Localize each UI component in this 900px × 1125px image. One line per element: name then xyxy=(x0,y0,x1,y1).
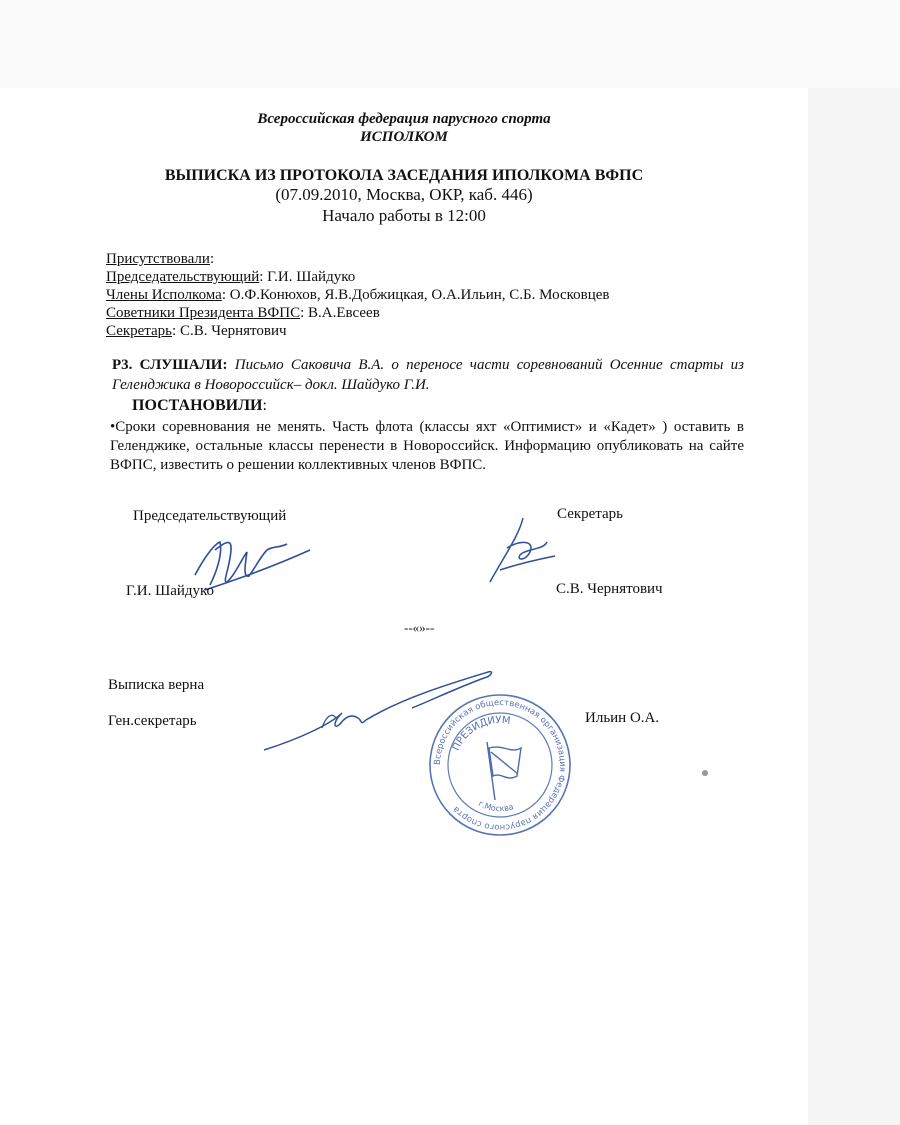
members-label: Члены Исполкома xyxy=(106,287,222,303)
chair-signature-title: Председательствующий xyxy=(133,508,287,524)
heard-paragraph xyxy=(112,355,744,395)
organization-name: Всероссийская федерация парусного спорта xyxy=(257,111,551,127)
stamp-top-text: ПРЕЗИДИУМ xyxy=(450,714,512,753)
start-time: Начало работы в 12:00 xyxy=(322,206,486,225)
stamp-ring-text: Всероссийская общественная организация Федерация парусного спорта xyxy=(432,697,568,833)
decision-text: Сроки соревнования не менять. Часть флота (классы яхт «Оптимист» и «Кадет» ) оставить в Геленджике, остальные классы перенести в Новороссийск. Информацию опубликовать на сайте ВФПС, известить о решении коллективных членов ВФПС. xyxy=(110,419,744,473)
bullet-icon: • xyxy=(110,419,116,435)
advisers-names: : В.А.Евсеев xyxy=(300,305,380,321)
document-title: ВЫПИСКА ИЗ ПРОТОКОЛА ЗАСЕДАНИЯ ИПОЛКОМА ВФПС xyxy=(164,167,644,184)
secretary-signature-title: Секретарь xyxy=(557,506,624,522)
scan-margin-top xyxy=(0,0,900,88)
heard-text: Письмо Саковича В.А. о переносе части соревнований Осенние старты из Геленджика в Новороссийск– докл. Шайдуко Г.И. xyxy=(112,357,745,393)
chair-label: Председательствующий xyxy=(106,269,260,285)
scan-margin-right xyxy=(808,88,900,1125)
members-names: : О.Ф.Конюхов, Я.В.Добжицкая, О.А.Ильин, С.Б. Московцев xyxy=(221,287,610,303)
organization-body: ИСПОЛКОМ xyxy=(360,129,448,145)
secretary-signature xyxy=(485,510,565,590)
secretary-label: Секретарь xyxy=(106,323,173,339)
decided-heading xyxy=(132,397,267,415)
gen-secretary-title: Ген.секретарь xyxy=(108,713,197,729)
gen-secretary-signature xyxy=(262,668,502,758)
present-label: Присутствовали xyxy=(106,251,210,267)
gen-secretary-name: Ильин О.А. xyxy=(585,710,660,726)
present-line xyxy=(106,251,214,268)
advisers-label: Советники Президента ВФПС xyxy=(106,305,301,321)
scan-speck xyxy=(702,770,708,776)
decision-paragraph xyxy=(110,418,744,475)
chair-name: : Г.И. Шайдуко xyxy=(259,269,356,285)
present-suffix: : xyxy=(209,251,215,267)
secretary-line xyxy=(106,323,287,340)
secretary-name: : С.В. Чернятович xyxy=(172,323,287,339)
separator: --«»-- xyxy=(404,620,435,635)
members-line xyxy=(106,287,610,304)
secretary-signature-name: С.В. Чернятович xyxy=(556,581,663,597)
heard-label: Р3. СЛУШАЛИ: xyxy=(112,357,228,373)
advisers-line xyxy=(106,305,380,322)
decided-suffix: : xyxy=(262,397,267,414)
certified-text: Выписка верна xyxy=(108,677,205,693)
stamp-bottom-text: г.Москва xyxy=(476,798,515,814)
meeting-details: (07.09.2010, Москва, ОКР, каб. 446) xyxy=(275,185,533,204)
document-page xyxy=(0,88,808,1125)
chair-signature-name: Г.И. Шайдуко xyxy=(126,583,215,599)
chair-line xyxy=(106,269,355,286)
decided-label: ПОСТАНОВИЛИ xyxy=(132,397,263,414)
